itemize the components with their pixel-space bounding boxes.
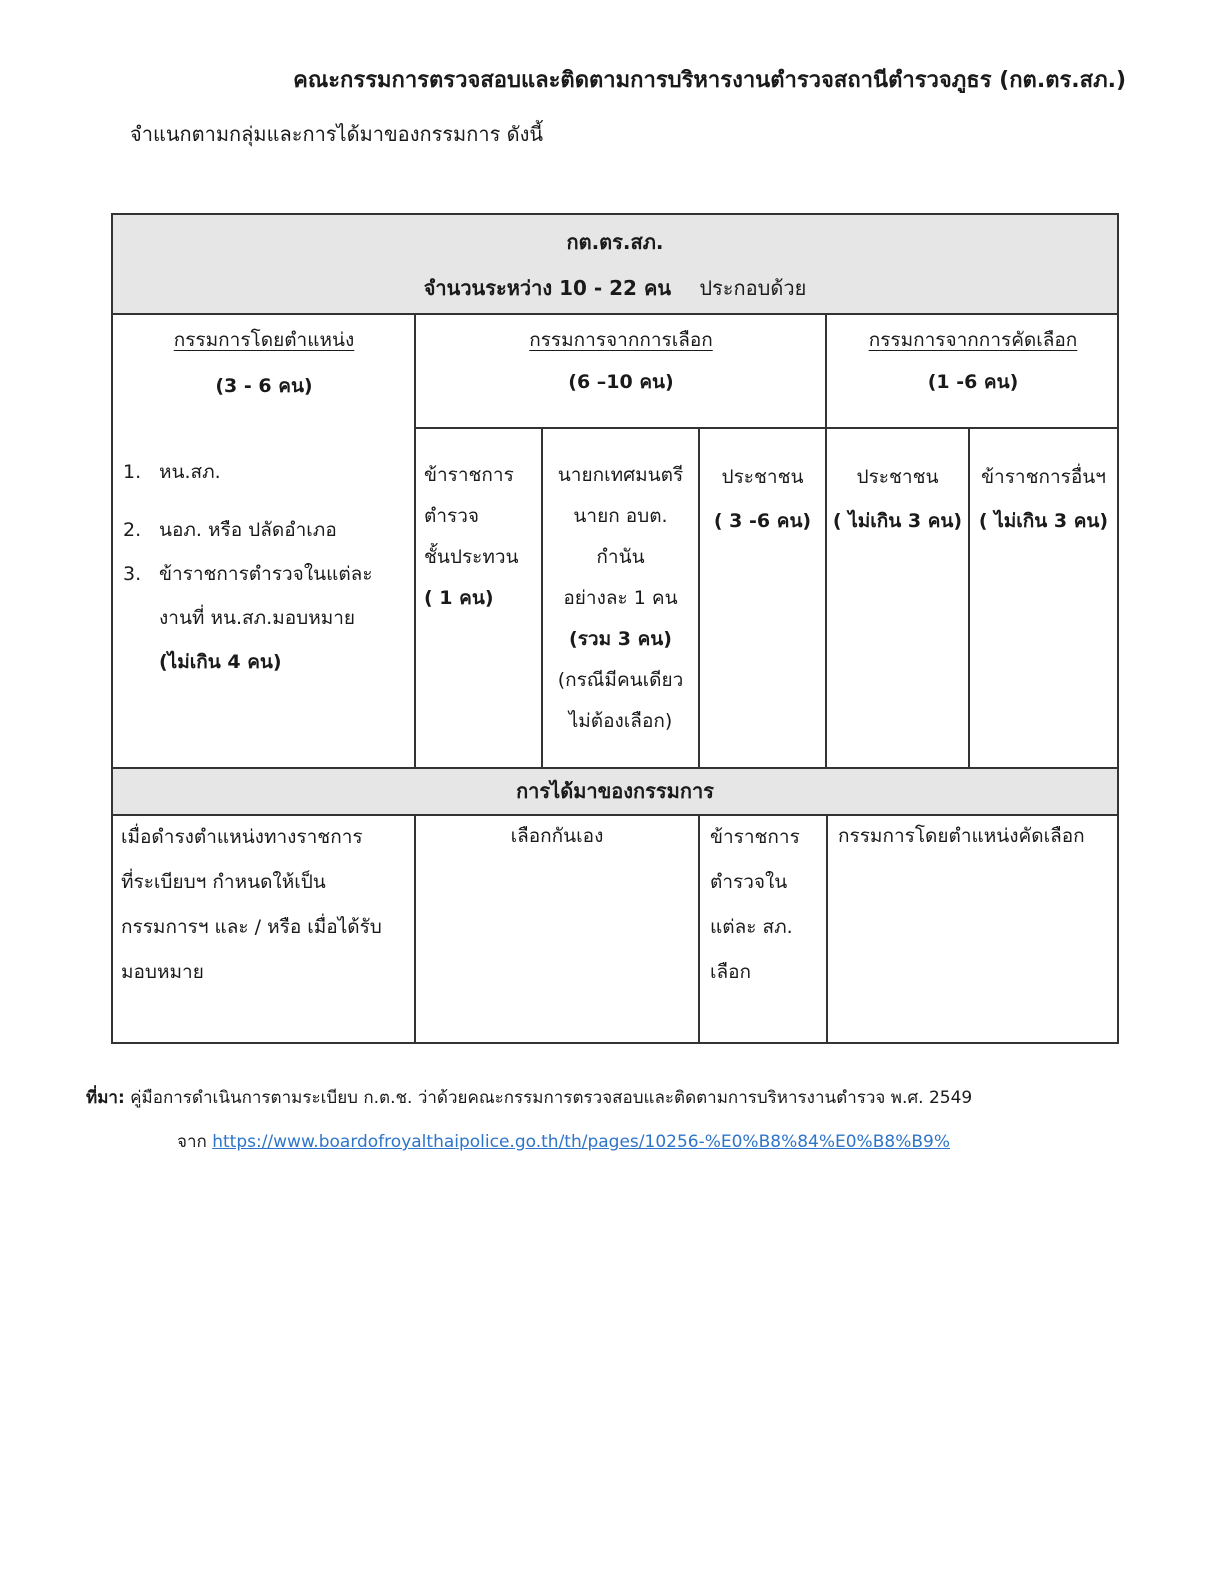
ex-officio-num-2: 2. <box>123 519 142 541</box>
group-label-selected: กรรมการจากการคัดเลือก <box>868 329 1078 351</box>
acquisition-line: ที่ระเบียบฯ กำหนดให้เป็น <box>121 871 326 893</box>
acquisition-line: เมื่อดำรงตำแหน่งทางราชการ <box>121 826 363 848</box>
acquisition-line: ตำรวจใน <box>710 871 788 893</box>
selected-citizens-count: ( ไม่เกิน 3 คน) <box>832 510 963 532</box>
elected-citizens-line: ประชาชน <box>721 466 804 488</box>
acquisition-line: แต่ละ สภ. <box>710 916 793 938</box>
ex-officio-num-3: 3. <box>123 563 142 585</box>
table-header-count <box>113 267 1117 309</box>
elected-local-note: ไม่ต้องเลือก) <box>568 710 673 732</box>
ex-officio-item-1: หน.สภ. <box>159 461 221 483</box>
group-label-ex-officio: กรรมการโดยตำแหน่ง <box>173 329 355 351</box>
ex-officio-item-3-note: (ไม่เกิน 4 คน) <box>159 651 282 673</box>
acquisition-selected <box>838 815 1085 857</box>
table-header-name: กต.ตร.สภ. <box>566 230 664 254</box>
group-count-ex-officio: (3 - 6 คน) <box>215 375 313 397</box>
source-citation <box>86 1084 972 1111</box>
source-from: จาก <box>177 1132 207 1152</box>
acquisition-line: กรรมการฯ และ / หรือ เมื่อได้รับ <box>121 916 382 938</box>
ex-officio-num-1: 1. <box>123 461 142 483</box>
group-count-elected: (6 –10 คน) <box>568 371 674 393</box>
acquisition-header: การได้มาของกรรมการ <box>516 779 714 803</box>
group-count-selected: (1 -6 คน) <box>927 371 1019 393</box>
elected-local-line: นายกเทศมนตรี <box>557 464 684 486</box>
ex-officio-item-3: ข้าราชการตำรวจในแต่ละ <box>159 563 373 585</box>
committee-table <box>111 213 1119 1044</box>
selected-other-officials <box>970 455 1117 543</box>
elected-local-line: อย่างละ 1 คน <box>563 587 678 609</box>
source-url-link[interactable]: https://www.boardofroyalthaipolice.go.th/th/pages/10256-%E0%B8%84%E0%B8%B9% <box>212 1132 950 1152</box>
page-subtitle: จำแนกตามกลุ่มและการได้มาของกรรมการ ดังนี้ <box>130 122 544 146</box>
divider <box>414 313 416 767</box>
source-label: ที่มา: <box>86 1088 125 1108</box>
selected-officials-count: ( ไม่เกิน 3 คน) <box>978 510 1109 532</box>
acquisition-ex-officio <box>121 815 382 995</box>
elected-local-leaders <box>543 455 698 742</box>
acquisition-line: เลือกกันเอง <box>510 825 604 847</box>
elected-local-line: นายก อบต. <box>573 505 668 527</box>
header-count-bold: จำนวนระหว่าง 10 - 22 คน <box>423 276 671 300</box>
acquisition-police <box>710 815 800 995</box>
divider <box>826 814 828 1042</box>
divider <box>698 814 700 1042</box>
elected-police-line: ชั้นประทวน <box>424 546 519 568</box>
selected-citizens-line: ประชาชน <box>856 466 939 488</box>
elected-local-count: (รวม 3 คน) <box>569 628 672 650</box>
selected-citizens <box>827 455 968 543</box>
elected-citizens-count: ( 3 -6 คน) <box>713 510 812 532</box>
elected-local-note: (กรณีมีคนเดียว <box>557 669 684 691</box>
elected-citizens <box>700 455 825 543</box>
elected-police <box>424 455 519 619</box>
divider <box>414 427 1117 429</box>
acquisition-line: ข้าราชการ <box>710 826 800 848</box>
source-link-line <box>177 1128 950 1155</box>
divider <box>113 313 1117 315</box>
acquisition-elected <box>416 815 698 857</box>
selected-officials-line: ข้าราชการอื่นฯ <box>981 466 1106 488</box>
header-count-rest: ประกอบด้วย <box>699 276 807 300</box>
acquisition-line: เลือก <box>710 961 752 983</box>
acquisition-line: กรรมการโดยตำแหน่งคัดเลือก <box>838 825 1085 847</box>
elected-local-line: กำนัน <box>596 546 645 568</box>
ex-officio-item-2: นอภ. หรือ ปลัดอำเภอ <box>159 519 337 541</box>
elected-police-line: ตำรวจ <box>424 505 480 527</box>
page-title: คณะกรรมการตรวจสอบและติดตามการบริหารงานตำรวจสถานีตำรวจภูธร (กต.ตร.สภ.) <box>293 68 1126 93</box>
ex-officio-item-3-line2: งานที่ หน.สภ.มอบหมาย <box>159 607 356 629</box>
source-text: คู่มือการดำเนินการตามระเบียบ ก.ต.ช. ว่าด้วยคณะกรรมการตรวจสอบและติดตามการบริหารงานตำรวจ พ.ศ. 2549 <box>130 1088 973 1108</box>
elected-police-count: ( 1 คน) <box>424 587 494 609</box>
group-label-elected: กรรมการจากการเลือก <box>529 329 713 351</box>
elected-police-line: ข้าราชการ <box>424 464 514 486</box>
acquisition-line: มอบหมาย <box>121 961 204 983</box>
